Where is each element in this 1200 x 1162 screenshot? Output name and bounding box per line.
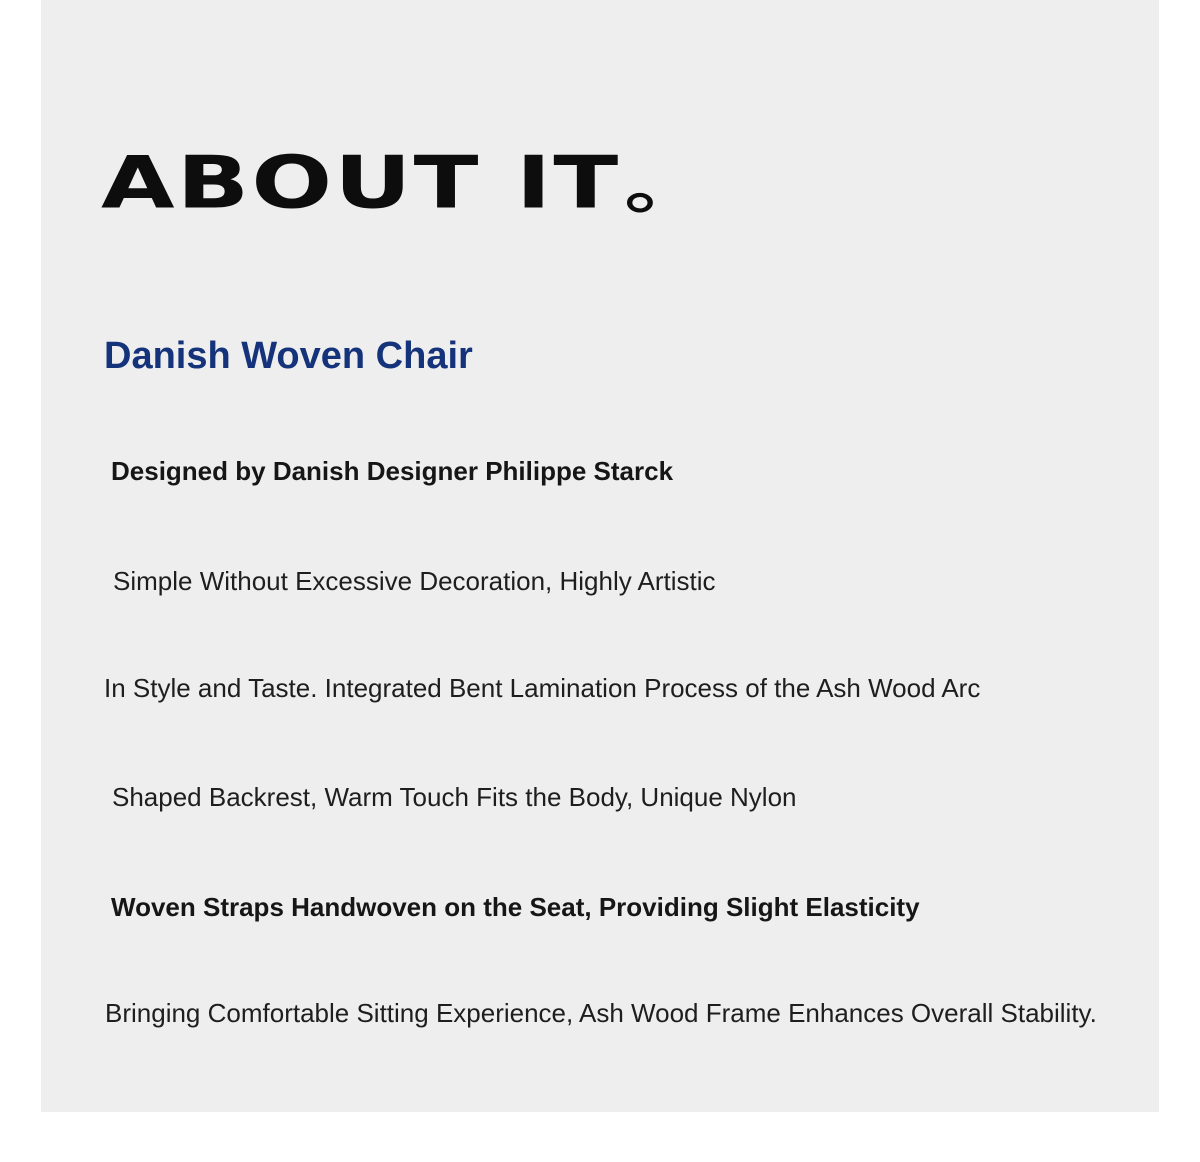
description-line-6: Bringing Comfortable Sitting Experience, Ash Wood Frame Enhances Overall Stability. <box>105 998 1097 1028</box>
about-heading-text: ABOUT IT <box>101 140 621 225</box>
description-line-3: In Style and Taste. Integrated Bent Lamination Process of the Ash Wood Arc <box>104 673 981 703</box>
about-heading <box>101 138 653 228</box>
heading-dot-icon <box>627 193 653 213</box>
product-title: Danish Woven Chair <box>104 335 473 377</box>
description-line-2: Simple Without Excessive Decoration, Highly Artistic <box>113 566 716 596</box>
description-line-1: Designed by Danish Designer Philippe Starck <box>111 456 674 486</box>
description-line-4: Shaped Backrest, Warm Touch Fits the Body, Unique Nylon <box>112 782 797 812</box>
description-line-5: Woven Straps Handwoven on the Seat, Providing Slight Elasticity <box>111 892 920 922</box>
